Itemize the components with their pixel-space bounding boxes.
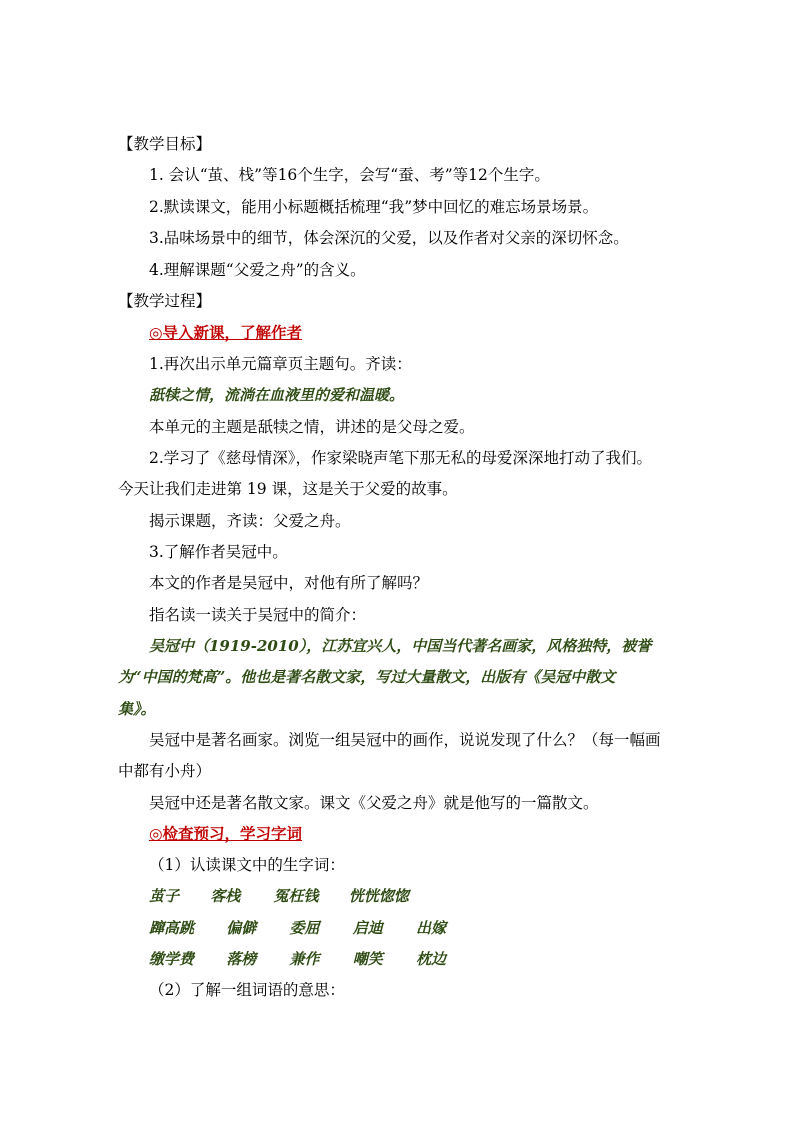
essay-line: 吴冠中还是著名散文家。课文《父爱之舟》就是他写的一篇散文。 [149,794,599,812]
goals-heading: 【教学目标】 [118,135,212,153]
goal-item-3: 3.品味场景中的细节，体会深沉的父爱，以及作者对父亲的深切怀念。 [149,229,629,247]
goal-item-1: 1. 会认“茧、栈”等16个生字，会写“蚕、考”等12个生字。 [149,166,550,184]
word: 缴学费 [149,950,195,968]
part2-heading: ◎检查预习，学习字词 [149,824,303,843]
word: 蹿高跳 [149,919,195,937]
part2-sub1: （1）认读课文中的生字词： [149,856,345,874]
word: 客栈 [210,887,241,905]
word: 偏僻 [226,919,257,937]
painter-line-1: 吴冠中是著名画家。浏览一组吴冠中的画作，说说发现了什么？（每一幅画 [149,731,661,749]
author-question: 本文的作者是吴冠中，对他有所了解吗？ [149,574,429,592]
word-row-3 [149,949,446,969]
word: 出嫁 [415,919,446,937]
word: 枕边 [415,950,446,968]
part1-heading: ◎导入新课，了解作者 [149,323,303,342]
reveal-title: 揭示课题，齐读：父爱之舟。 [149,512,351,530]
word: 委屈 [289,919,320,937]
word: 启迪 [352,919,383,937]
unit-theme: 本单元的主题是舐犊之情，讲述的是父母之爱。 [149,418,475,436]
goal-item-2: 2.默读课文，能用小标题概括梳理“我”梦中回忆的难忘场景场景。 [149,198,599,216]
theme-quote: 舐犊之情，流淌在血液里的爱和温暖。 [149,386,405,404]
word: 兼作 [289,950,320,968]
word: 冤枉钱 [273,887,319,905]
part1-step1: 1.再次出示单元篇章页主题句。齐读： [149,355,412,373]
word-row-1 [149,886,409,906]
word-row-2 [149,918,446,938]
read-intro: 指名读一读关于吴冠中的简介： [149,606,367,624]
part1-step2-line2: 今天让我们走进第 19 课，这是关于父爱的故事。 [118,480,458,498]
bio-line-1: 吴冠中（1919-2010），江苏宜兴人，中国当代著名画家，风格独特，被誉 [149,637,652,655]
goal-item-4: 4.理解课题“父爱之舟”的含义。 [149,261,366,279]
part1-step3: 3.了解作者吴冠中。 [149,543,288,561]
word: 茧子 [149,887,180,905]
part1-step2-line1: 2.学习了《慈母情深》，作家梁晓声笔下那无私的母爱深深地打动了我们。 [149,449,653,467]
bio-line-3: 集》。 [118,700,156,718]
painter-line-2: 中都有小舟） [118,762,212,780]
word: 嘲笑 [352,950,383,968]
word: 落榜 [226,950,257,968]
process-heading: 【教学过程】 [118,292,212,310]
word: 恍恍惚惚 [348,887,409,905]
part2-sub2: （2）了解一组词语的意思： [149,981,345,999]
bio-line-2: 为“中国的梵高”。他也是著名散文家，写过大量散文，出版有《吴冠中散文 [118,668,616,686]
